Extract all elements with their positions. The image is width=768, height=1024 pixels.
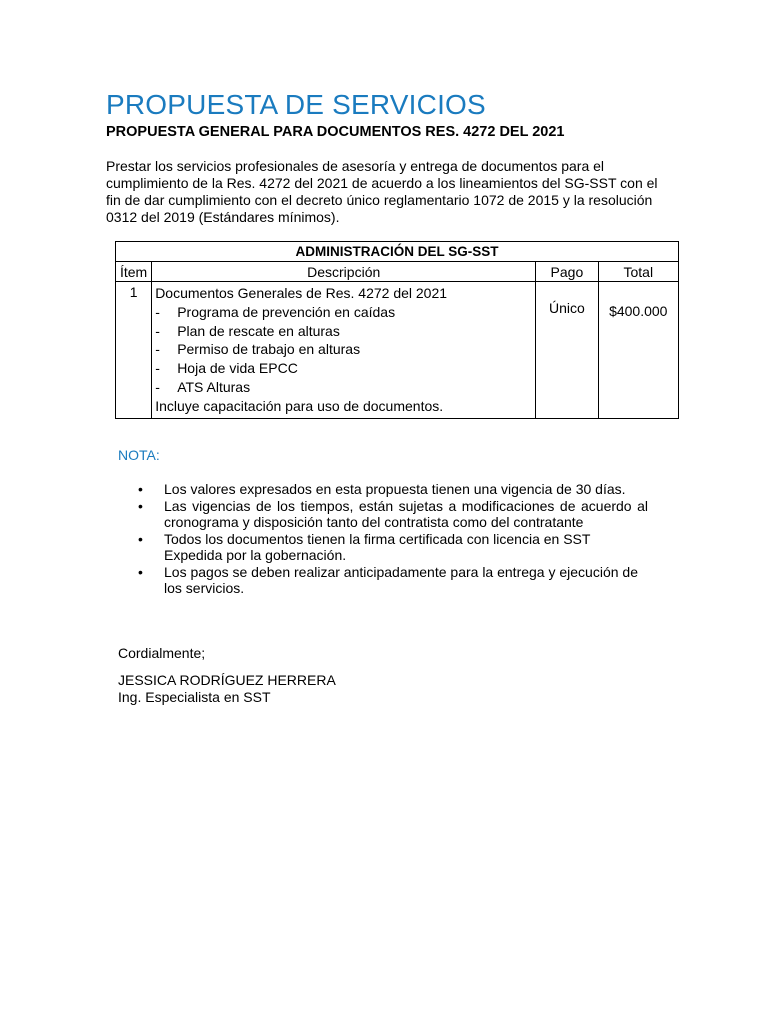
signature-block	[118, 672, 336, 706]
document-subtitle: PROPUESTA GENERAL PARA DOCUMENTOS RES. 4272 DEL 2021	[106, 124, 565, 140]
bullet-icon: •	[138, 497, 143, 514]
row-total: $400.000	[598, 282, 678, 419]
sub-item: - Plan de rescate en alturas	[155, 322, 340, 339]
description-title: Documentos Generales de Res. 4272 del 2021	[155, 285, 448, 301]
signer-name: JESSICA RODRÍGUEZ HERRERA	[118, 672, 336, 688]
table-header-row	[116, 262, 679, 282]
intro-line: 0312 del 2019 (Estándares mínimos).	[106, 209, 340, 225]
list-item: • Los valores expresados en esta propuesta tienen una vigencia de 30 días.	[138, 481, 626, 497]
list-item: • Las vigencias de los tiempos, están sujetas a modificaciones de acuerdo al cronograma y disposición tanto del contratista como del contratante	[138, 497, 648, 530]
header-total: Total	[598, 262, 678, 282]
header-description: Descripción	[152, 262, 536, 282]
bullet-icon: •	[138, 530, 143, 547]
document-title: PROPUESTA DE SERVICIOS	[106, 89, 486, 120]
notes-list	[118, 481, 648, 597]
signer-role: Ing. Especialista en SST	[118, 689, 271, 705]
header-payment: Pago	[536, 262, 598, 282]
header-item: Ítem	[116, 262, 152, 282]
intro-line: fin de dar cumplimiento con el decreto único reglamentario 1072 de 2015 y la resolución	[106, 192, 653, 208]
bullet-icon: •	[138, 563, 143, 580]
table-row	[116, 282, 679, 419]
description-footer: Incluye capacitación para uso de documentos.	[155, 397, 444, 414]
row-item-number: 1	[116, 282, 152, 419]
intro-paragraph	[106, 158, 666, 226]
sub-item: - Permiso de trabajo en alturas	[155, 341, 361, 358]
sub-item: - Programa de prevención en caídas	[155, 303, 396, 320]
list-item: • Los pagos se deben realizar anticipadamente para la entrega y ejecución de los servicios.	[138, 563, 638, 596]
row-description	[152, 282, 536, 419]
sub-item: - Hoja de vida EPCC	[155, 360, 298, 377]
sub-item: - ATS Alturas	[155, 378, 251, 395]
bullet-icon: •	[138, 481, 143, 497]
intro-line: Prestar los servicios profesionales de asesoría y entrega de documentos para el	[106, 158, 605, 174]
notes-label: NOTA:	[118, 447, 160, 463]
closing-salutation: Cordialmente;	[118, 645, 206, 661]
row-payment: Único	[536, 282, 598, 419]
services-table	[115, 241, 679, 419]
list-item: • Todos los documentos tienen la firma certificada con licencia en SST Expedida por la gobernación.	[138, 530, 591, 563]
table-title: ADMINISTRACIÓN DEL SG-SST	[116, 242, 679, 262]
intro-line: cumplimiento de la Res. 4272 del 2021 de acuerdo a los lineamientos del SG-SST con el	[106, 175, 658, 191]
